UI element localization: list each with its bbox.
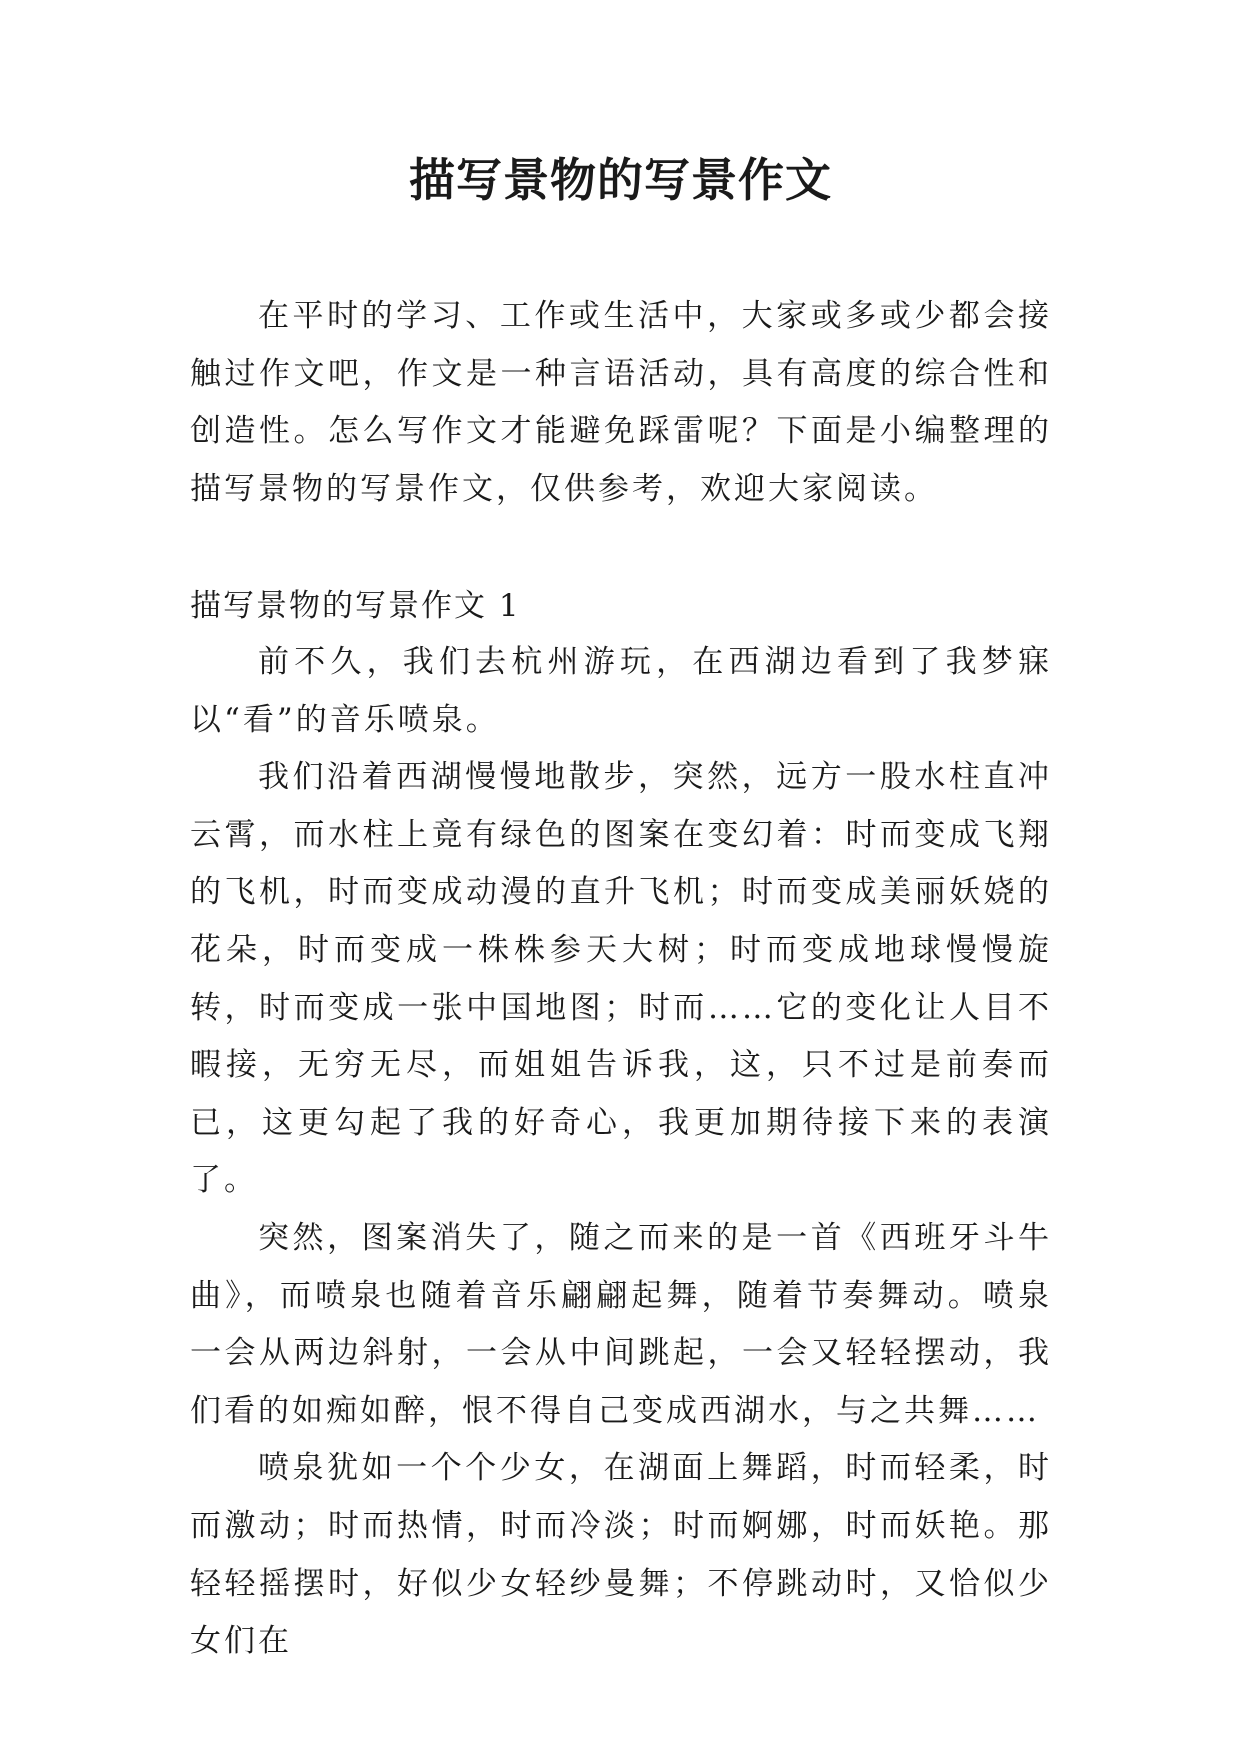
essay-paragraph-3: 突然，图案消失了，随之而来的是一首《西班牙斗牛曲》，而喷泉也随着音乐翩翩起舞，随着节奏舞动。喷泉一会从两边斜射，一会从中间跳起，一会又轻轻摆动，我们看的如痴如醉，恨不得自己变成西湖水，与之共舞……: [190, 1219, 1052, 1429]
essay-paragraph-4: 喷泉犹如一个个少女，在湖面上舞蹈，时而轻柔，时而激动；时而热情，时而冷淡；时而婀娜，时而妖艳。那轻轻摇摆时，好似少女轻纱曼舞；不停跳动时，又恰似少女们在: [190, 1450, 1052, 1660]
intro-section: [190, 288, 1052, 518]
essay-body: [190, 634, 1052, 1671]
essay-paragraph-2: 我们沿着西湖慢慢地散步，突然，远方一股水柱直冲云霄，而水柱上竟有绿色的图案在变幻着：时而变成飞翔的飞机，时而变成动漫的直升飞机；时而变成美丽妖娆的花朵，时而变成一株株参天大树；时而变成地球慢慢旋转，时而变成一张中国地图；时而……它的变化让人目不暇接，无穷无尽，而姐姐告诉我，这，只不过是前奏而已，这更勾起了我的好奇心，我更加期待接下来的表演了。: [190, 759, 1052, 1199]
document-title: 描写景物的写景作文: [409, 153, 832, 207]
intro-paragraph: 在平时的学习、工作或生活中，大家或多或少都会接触过作文吧，作文是一种言语活动，具有高度的综合性和创造性。怎么写作文才能避免踩雷呢？下面是小编整理的描写景物的写景作文，仅供参考，欢迎大家阅读。: [190, 298, 1052, 507]
section-heading: 描写景物的写景作文 1: [190, 588, 521, 624]
essay-paragraph-1: 前不久，我们去杭州游玩，在西湖边看到了我梦寐以“看”的音乐喷泉。: [190, 644, 1052, 738]
